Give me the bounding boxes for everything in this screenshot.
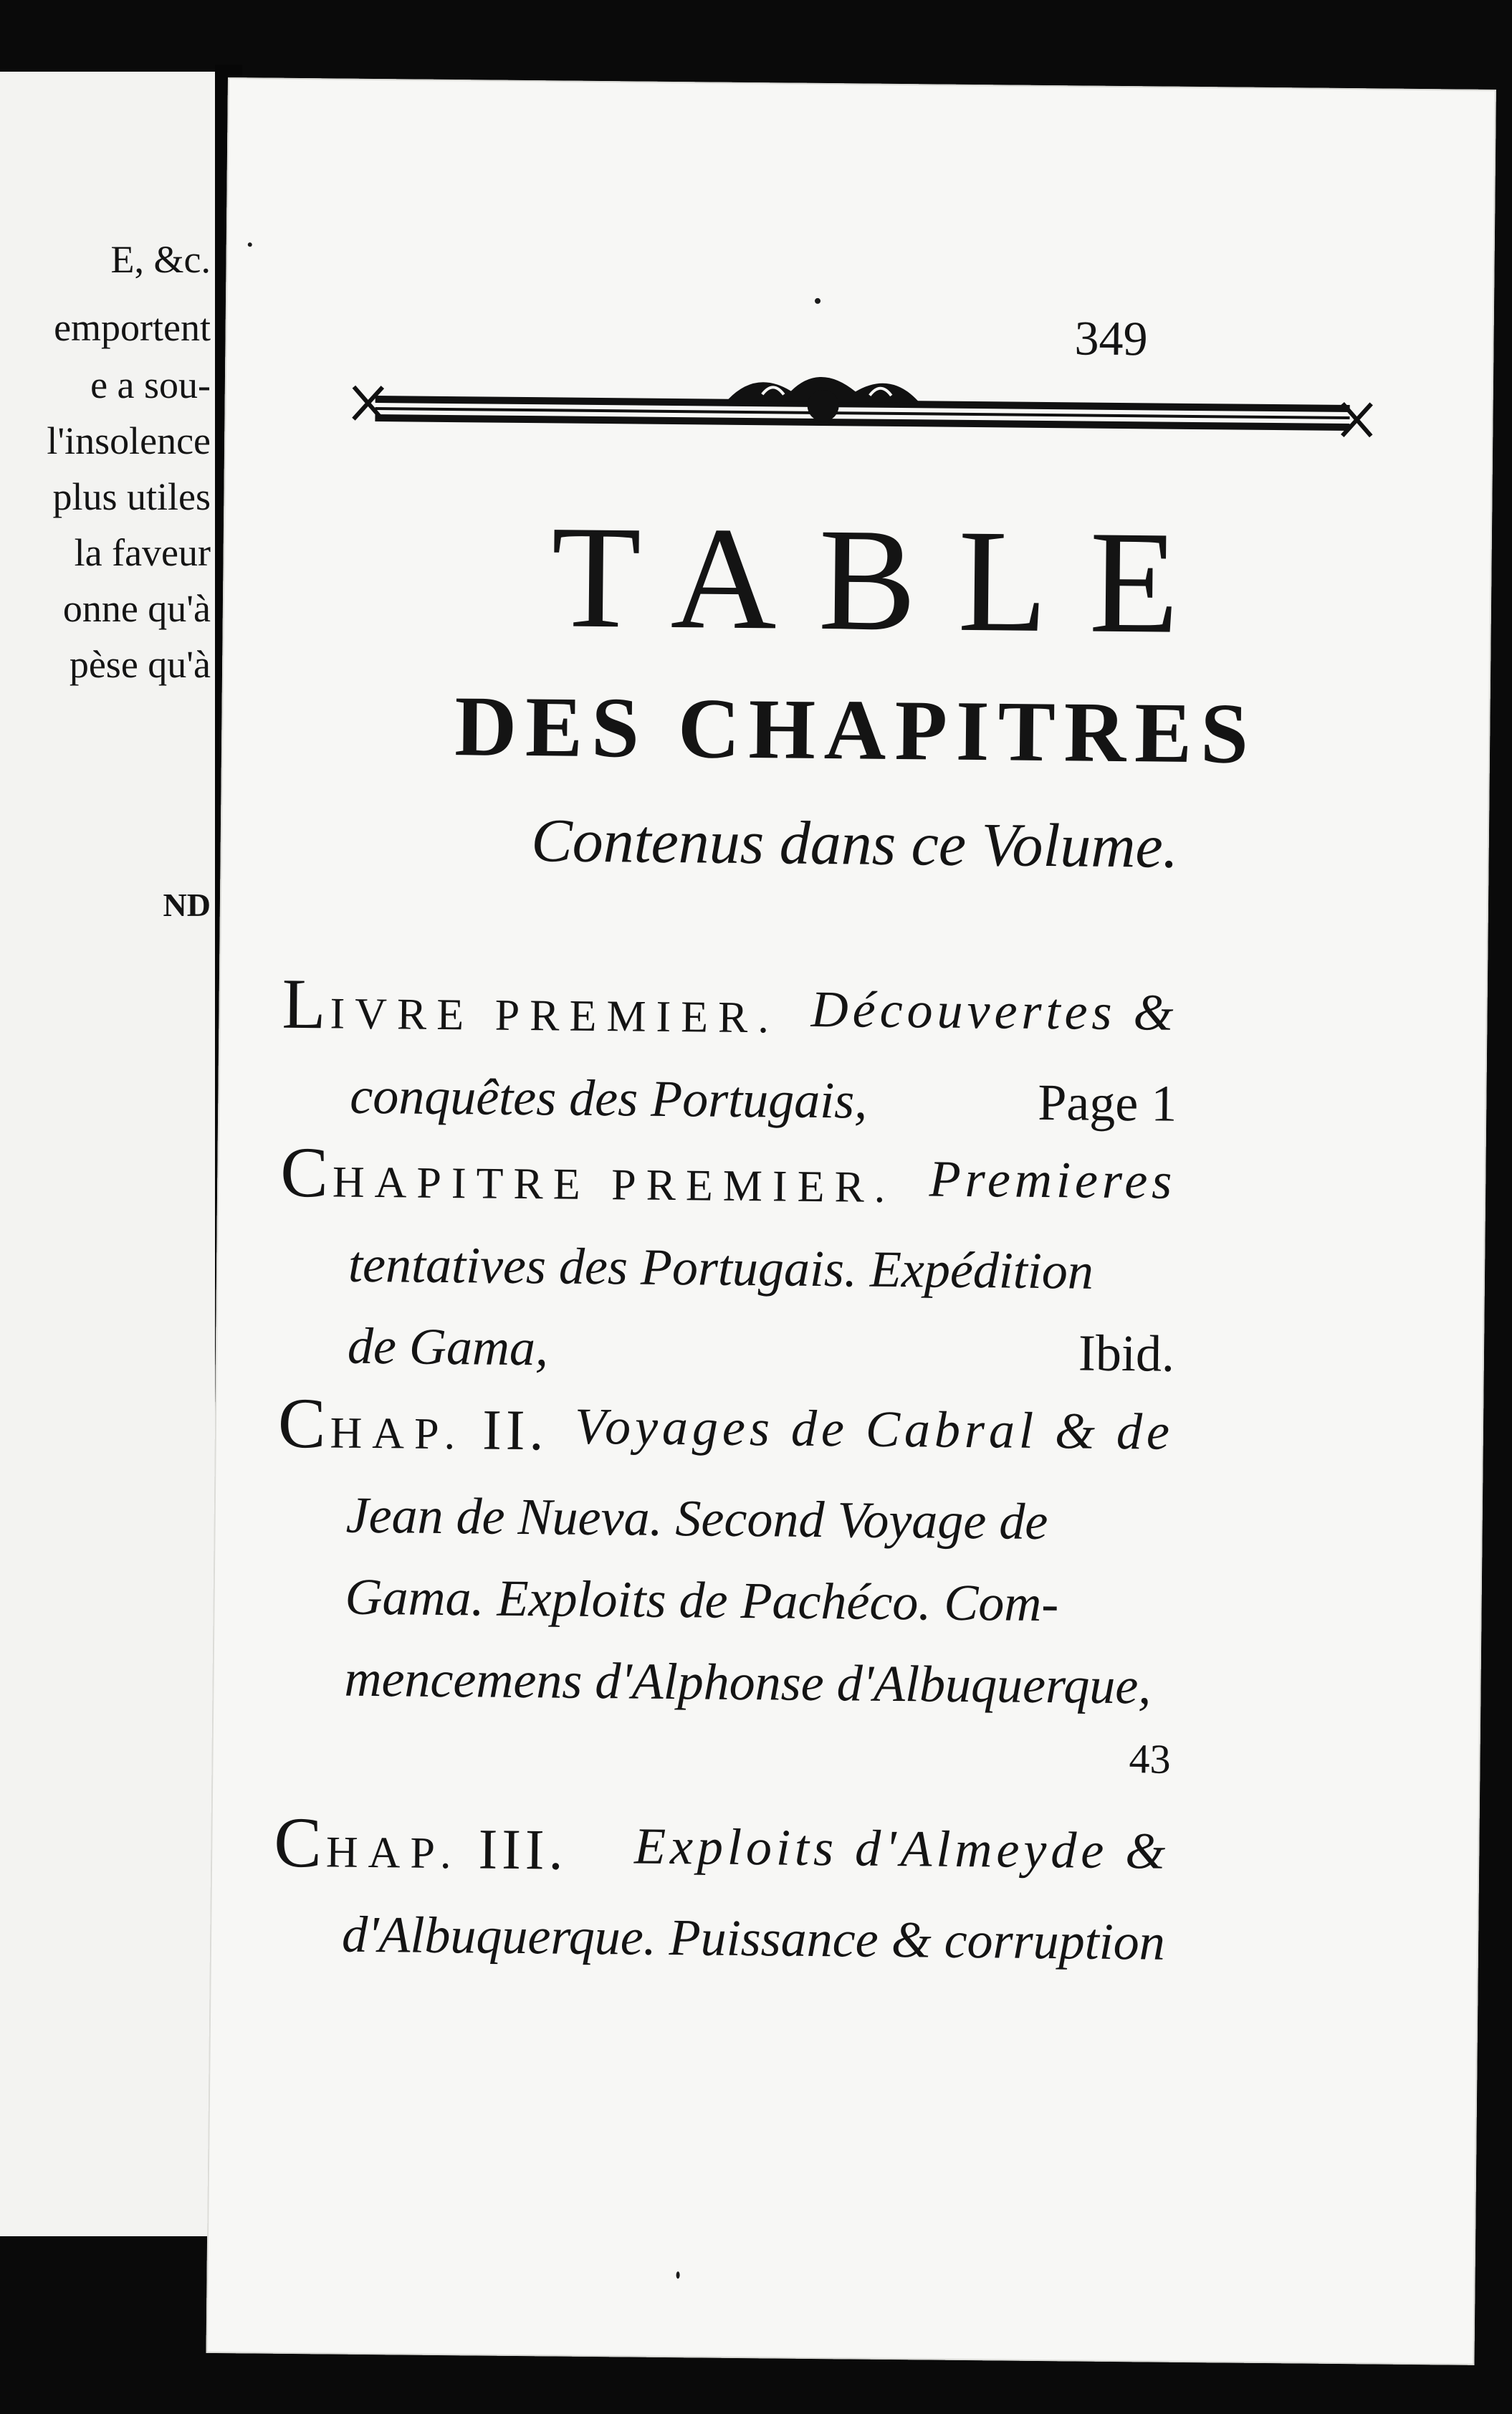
page-number: 349	[1074, 310, 1148, 366]
entry-description: mencemens d'Alphonse d'Albuquerque,	[344, 1649, 1152, 1715]
entry-heading-initial: C	[279, 1132, 333, 1213]
left-text-line: e a sou-	[90, 363, 211, 406]
entry-heading-initial: C	[273, 1802, 327, 1883]
toc-entry	[278, 1132, 1176, 1395]
ornamental-headband-icon	[325, 358, 1400, 461]
entry-chapter-number: III.	[478, 1818, 568, 1882]
toc-entry-line	[280, 1132, 1177, 1231]
left-text-line: l'insolence	[47, 419, 211, 462]
toc-entry-line	[274, 1802, 1170, 1902]
toc-entry-line	[282, 963, 1178, 1063]
entry-heading: HAP.	[330, 1408, 466, 1459]
page-title: TABLE	[550, 495, 1222, 665]
toc-entry-line	[281, 1054, 1177, 1145]
entry-heading: IVRE PREMIER.	[330, 989, 780, 1043]
entry-heading-initial: L	[282, 963, 331, 1044]
left-text-line: onne qu'à	[62, 587, 211, 630]
toc-entry	[281, 963, 1178, 1145]
entry-page-reference: 43	[1129, 1735, 1171, 1783]
scan-speck	[676, 2271, 680, 2279]
entry-chapter-number: II.	[482, 1398, 548, 1463]
toc-entry-line	[278, 1304, 1174, 1395]
toc-entry	[274, 1383, 1174, 1792]
entry-description: d'Albuquerque. Puissance & corruption	[341, 1905, 1166, 1971]
left-page-fragment	[0, 72, 215, 2236]
page-subtitle: DES CHAPITRES	[454, 678, 1258, 781]
entry-description: tentatives des Portugais. Expédition	[348, 1235, 1094, 1300]
entry-description: Gama. Exploits de Pachéco. Com-	[345, 1568, 1059, 1633]
page-subtitle-italic: Contenus dans ce Volume.	[530, 806, 1179, 881]
left-text-line: la faveur	[74, 531, 211, 574]
left-text-line: plus utiles	[52, 475, 211, 518]
entry-heading: HAP.	[325, 1828, 461, 1879]
entry-description: conquêtes des Portugais,	[349, 1067, 868, 1130]
entry-page-reference: Ibid.	[1078, 1324, 1175, 1383]
entry-description: Voyages de Cabral & de	[574, 1397, 1174, 1461]
scan-speck	[248, 242, 252, 247]
left-text-line: emportent	[54, 306, 211, 349]
scan-speck	[815, 298, 820, 304]
entry-description: Jean de Nueva. Second Voyage de	[345, 1486, 1048, 1551]
entry-description: Premieres	[929, 1150, 1177, 1210]
left-text-line: ND	[163, 887, 211, 923]
entry-heading: HAPITRE PREMIER.	[332, 1158, 896, 1213]
entry-page-reference: Page 1	[1037, 1073, 1177, 1132]
entry-description: Exploits d'Almeyde &	[633, 1817, 1170, 1880]
table-of-contents-page	[206, 77, 1496, 2365]
left-text-line: E, &c.	[110, 238, 211, 281]
left-text-line: pèse qu'à	[69, 643, 211, 686]
entry-description: de Gama,	[347, 1317, 549, 1377]
entry-description: Découvertes &	[810, 980, 1178, 1041]
toc-entry	[273, 1802, 1170, 1983]
entry-heading-initial: C	[277, 1383, 331, 1464]
toc-entry-line	[277, 1383, 1174, 1482]
